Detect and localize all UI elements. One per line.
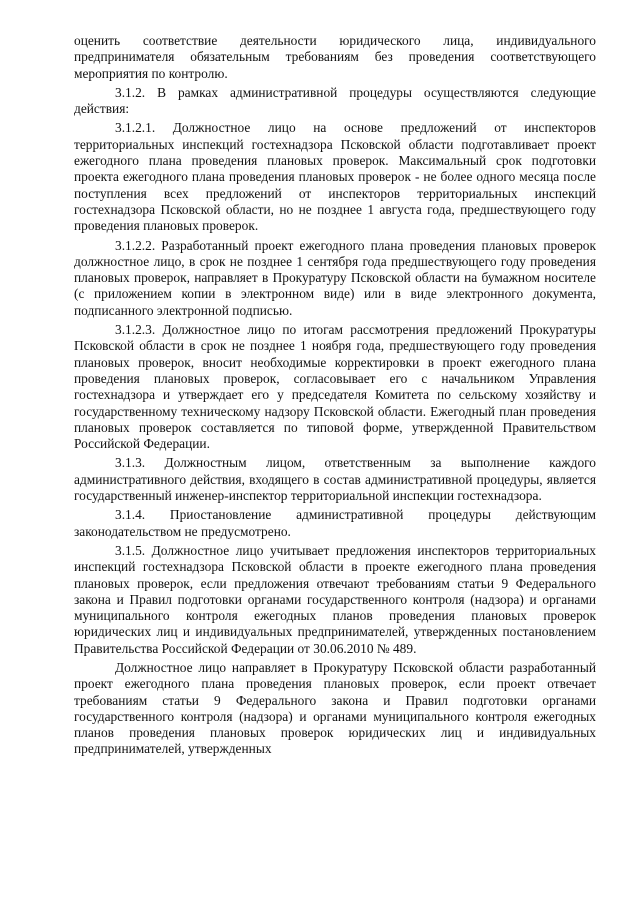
paragraph-3-1-5: 3.1.5. Должностное лицо учитывает предложения инспекторов территориальных инспекций гостехнадзора Псковской области в проекте ежегодного плана проведения плановых проверок, если предложения отвечают требованиям статьи 9 Федерального закона и Правил подготовки органами государственного контроля (надзора) и органами муниципального контроля ежегодных планов проведения плановых проверок юридических лиц и индивидуальных предпринимателей, утвержденных постановлением Правительства Российской Федерации от 30.06.2010 № 489. [74, 542, 596, 656]
paragraph-3-1-2-2: 3.1.2.2. Разработанный проект ежегодного плана проведения плановых проверок должностное лицо, в срок не позднее 1 сентября года предшествующего году проведения плановых проверок, направляет в Прокуратуру Псковской области на бумажном носителе (с приложением копии в электронном виде) или в виде электронного документа, подписанного электронной подписью. [74, 237, 596, 318]
paragraph-3-1-2: 3.1.2. В рамках административной процедуры осуществляются следующие действия: [74, 84, 596, 117]
paragraph-3-1-4: 3.1.4. Приостановление административной процедуры действующим законодательством не предусмотрено. [74, 507, 596, 539]
paragraph-3-1-2-1: 3.1.2.1. Должностное лицо на основе предложений от инспекторов территориальных инспекций гостехнадзора Псковской области подготавливает проект ежегодного плана проведения плановых проверок. Максимальный срок подготовки проекта ежегодного плана проведения плановых проверок - не более одного месяца после поступления всех предложений от инспекторов территориальных инспекций гостехнадзора Псковской области, но не позднее 1 августа года, предшествующего году проведения плановых проверок. [74, 120, 596, 234]
paragraph-3-1-3: 3.1.3. Должностным лицом, ответственным за выполнение каждого административного действия, входящего в состав административной процедуры, является государственный инженер-инспектор территориальной инспекции гостехнадзора. [74, 455, 596, 504]
paragraph-direction: Должностное лицо направляет в Прокуратуру Псковской области разработанный проект ежегодного плана проведения плановых проверок, если проект отвечает требованиям статьи 9 Федерального закона и Правил подготовки органами государственного контроля (надзора) и органами муниципального контроля ежегодных планов проведения плановых проверок юридических лиц и индивидуальных предпринимателей, утвержденных [74, 659, 596, 757]
paragraph-continuation: оценить соответствие деятельности юридического лица, индивидуального предпринимателя обязательным требованиям без проведения соответствующего мероприятия по контролю. [74, 33, 596, 81]
paragraph-3-1-2-3: 3.1.2.3. Должностное лицо по итогам рассмотрения предложений Прокуратуры Псковской области в срок не позднее 1 ноября года, предшествующего году проведения плановых проверок, вносит необходимые корректировки в проект ежегодного плана проведения плановых проверок, согласовывает его с начальником Управления гостехнадзора и утверждает его у председателя Комитета по сельскому хозяйству и государственному техническому надзору Псковской области. Ежегодный план проведения плановых проверок составляется по типовой форме, утвержденной Правительством Российской Федерации. [74, 322, 596, 452]
document-page [74, 33, 596, 758]
